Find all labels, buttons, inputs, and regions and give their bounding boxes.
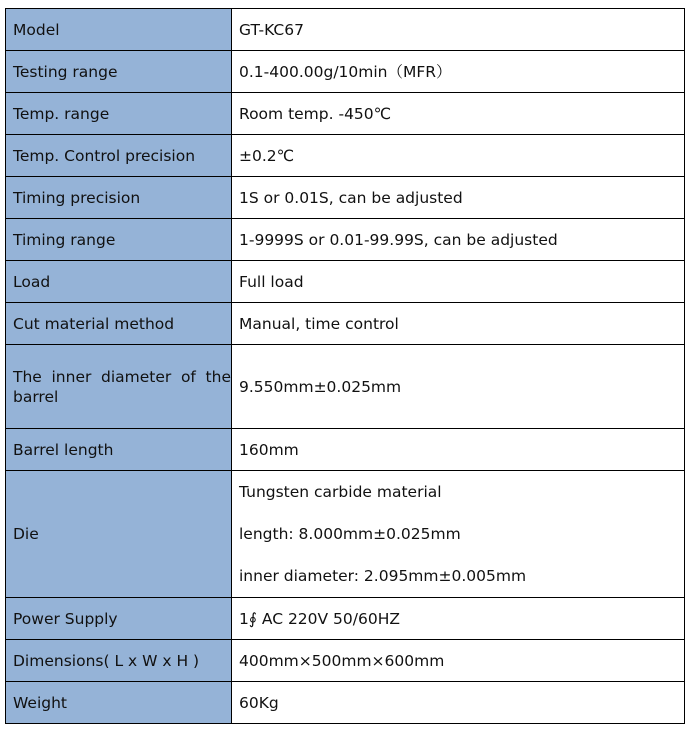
row-value: 1-9999S or 0.01-99.99S, can be adjusted: [232, 219, 685, 261]
table-row-temp-control-precision: [6, 135, 685, 177]
table-row-load: [6, 261, 685, 303]
row-label: The inner diameter of the barrel: [6, 345, 232, 429]
row-value: 400mm×500mm×600mm: [232, 640, 685, 682]
spec-table: [5, 8, 685, 724]
row-value: Full load: [232, 261, 685, 303]
row-label: Power Supply: [6, 598, 232, 640]
table-row-barrel-length: [6, 429, 685, 471]
table-row-barrel-inner-diameter: [6, 345, 685, 429]
row-value: 9.550mm±0.025mm: [232, 345, 685, 429]
row-value: GT-KC67: [232, 9, 685, 51]
row-label: Timing precision: [6, 177, 232, 219]
row-value: 0.1-400.00g/10min（MFR）: [232, 51, 685, 93]
row-label: Cut material method: [6, 303, 232, 345]
table-row-die: [6, 471, 685, 598]
table-row-timing-range: [6, 219, 685, 261]
table-row-testing-range: [6, 51, 685, 93]
die-material-line: Tungsten carbide material: [239, 483, 442, 501]
row-value: 160mm: [232, 429, 685, 471]
row-label: Weight: [6, 682, 232, 724]
row-value: 60Kg: [232, 682, 685, 724]
row-label: Temp. Control precision: [6, 135, 232, 177]
row-value-multiline: [232, 471, 685, 598]
table-row-timing-precision: [6, 177, 685, 219]
table-row-weight: [6, 682, 685, 724]
row-label: Temp. range: [6, 93, 232, 135]
table-row-temp-range: [6, 93, 685, 135]
table-row-dimensions: [6, 640, 685, 682]
row-label: Barrel length: [6, 429, 232, 471]
row-label: Model: [6, 9, 232, 51]
row-label: Testing range: [6, 51, 232, 93]
row-label: Timing range: [6, 219, 232, 261]
row-label: Dimensions( L x W x H ): [6, 640, 232, 682]
table-row-cut-material-method: [6, 303, 685, 345]
die-length-line: length: 8.000mm±0.025mm: [239, 525, 461, 543]
table-row-power-supply: [6, 598, 685, 640]
die-inner-diameter-line: inner diameter: 2.095mm±0.005mm: [239, 567, 527, 585]
row-value: 1S or 0.01S, can be adjusted: [232, 177, 685, 219]
row-value: 1∮ AC 220V 50/60HZ: [232, 598, 685, 640]
row-value: Manual, time control: [232, 303, 685, 345]
row-label: Die: [6, 471, 232, 598]
row-value: ±0.2℃: [232, 135, 685, 177]
row-label: Load: [6, 261, 232, 303]
row-value: Room temp. -450℃: [232, 93, 685, 135]
table-row-model: [6, 9, 685, 51]
